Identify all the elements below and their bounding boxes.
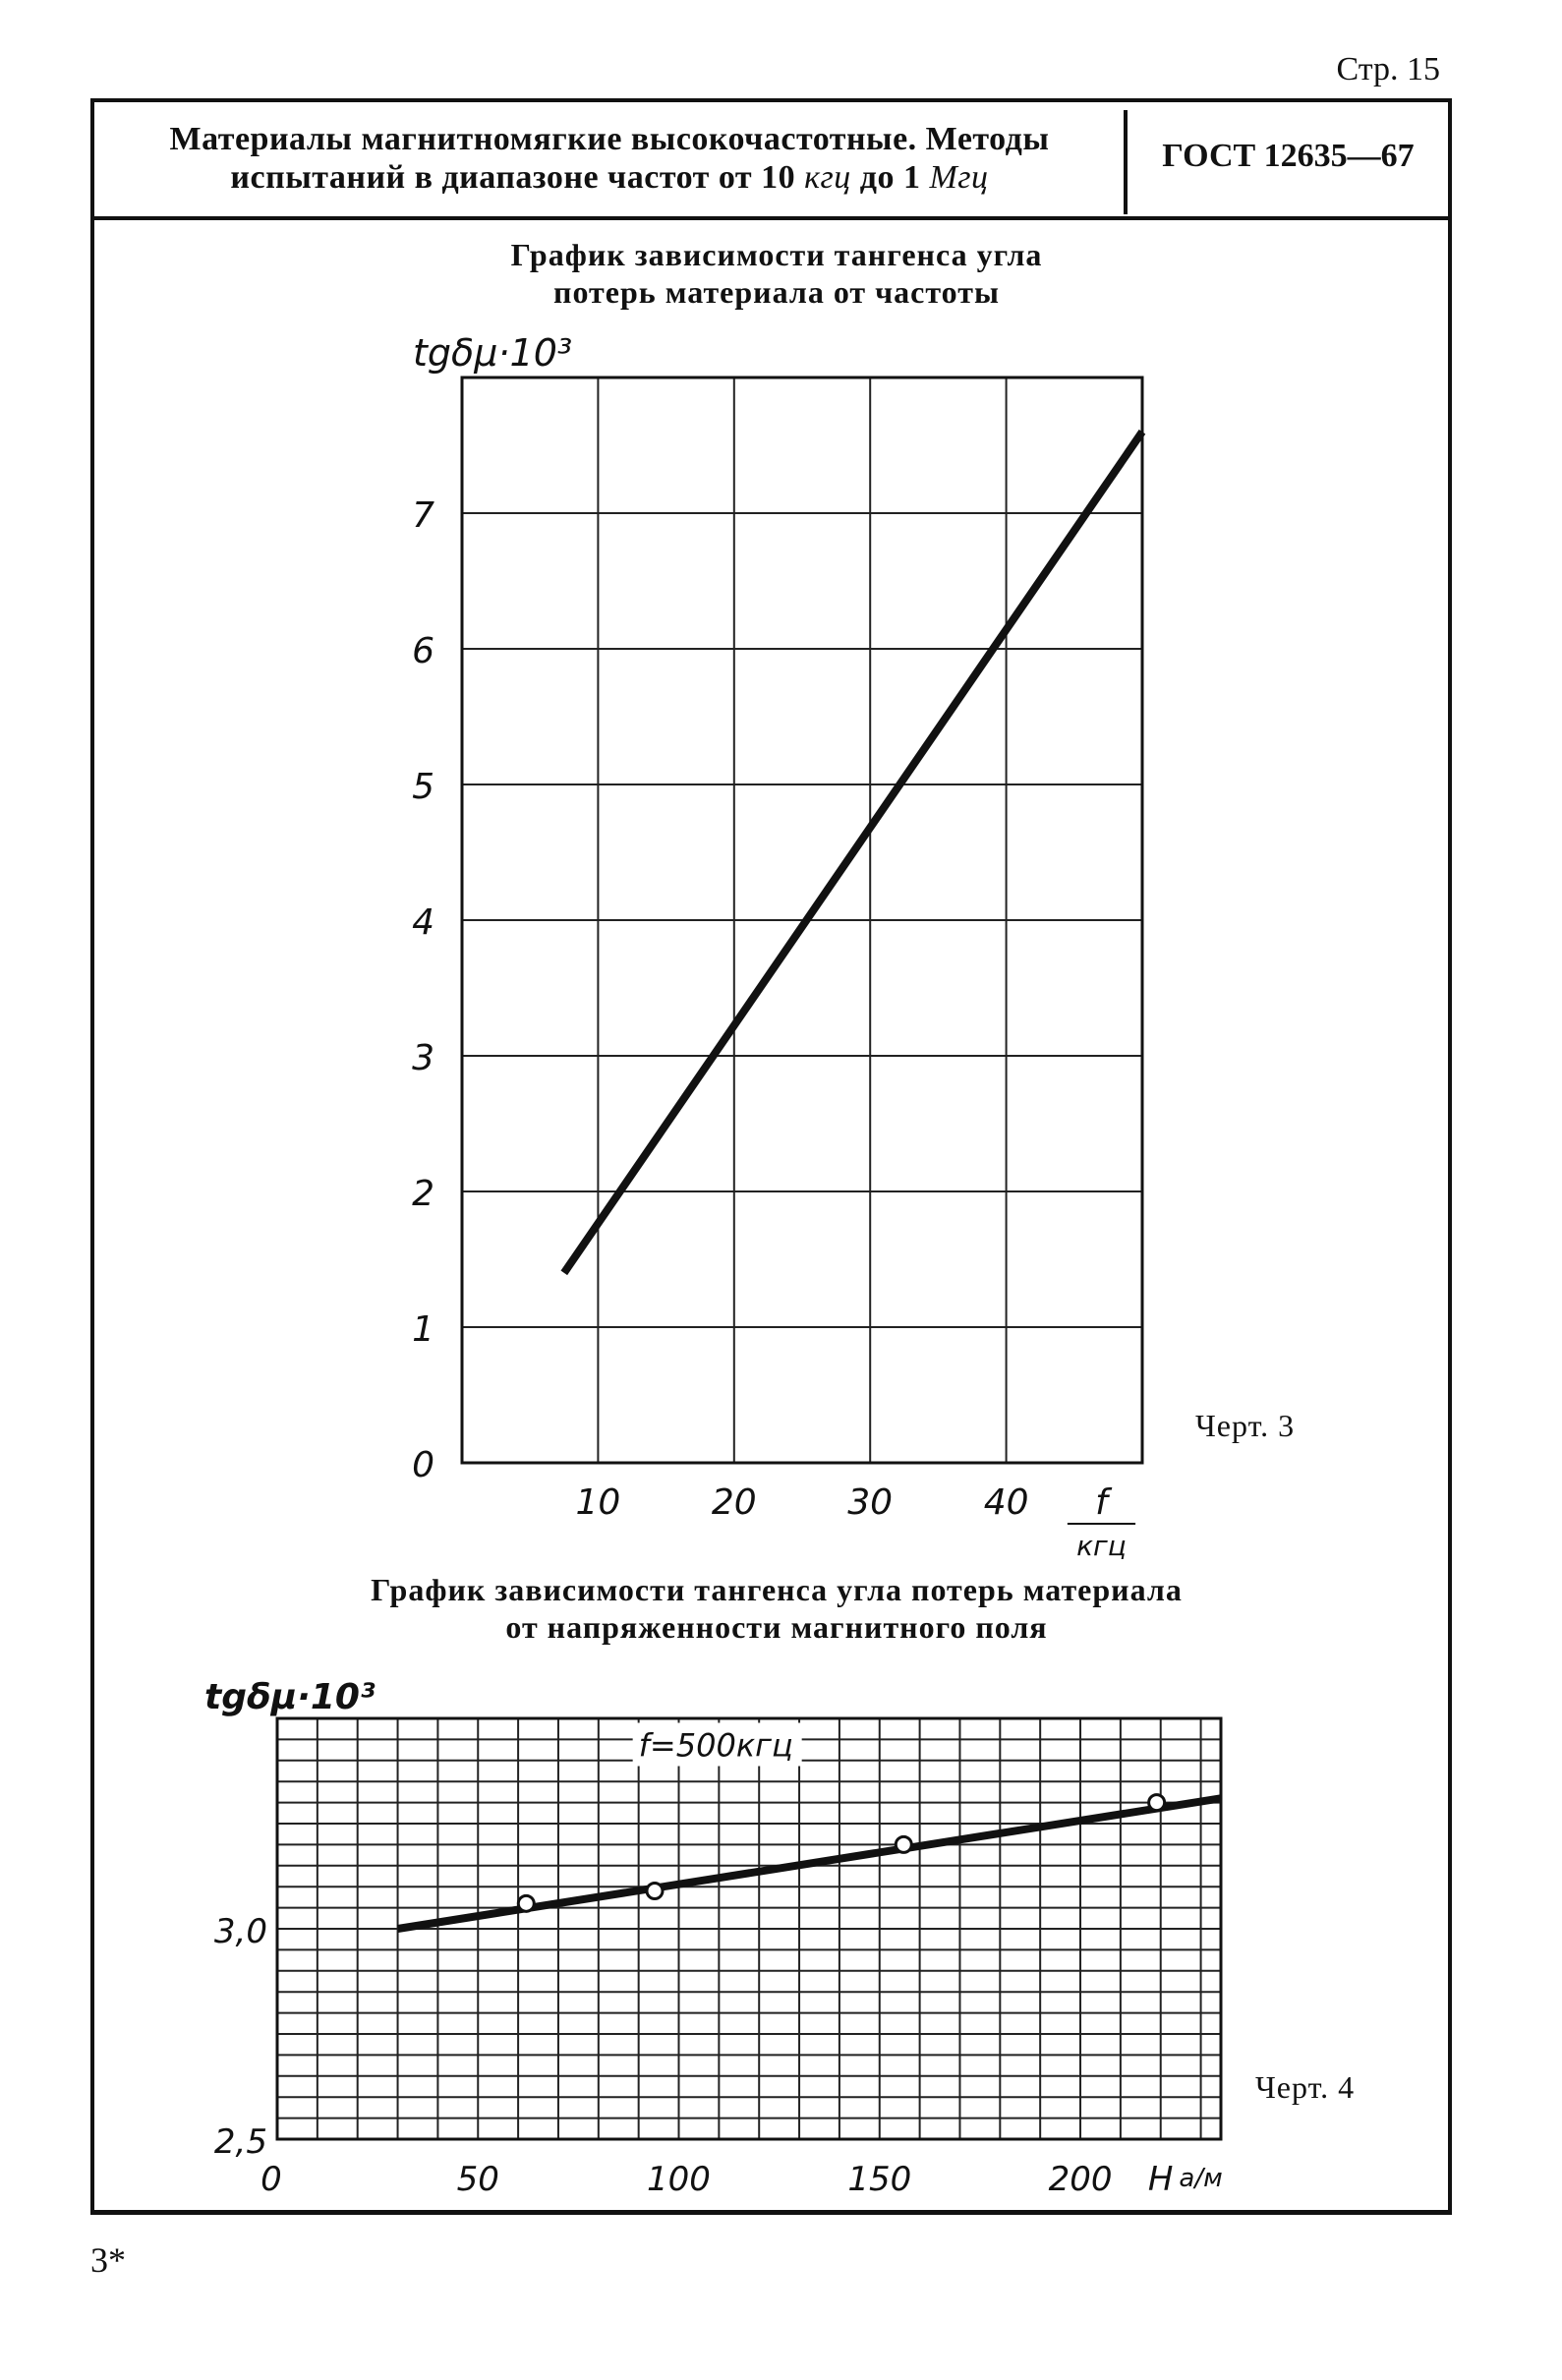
title-line-1: Материалы магнитномягкие высокочастотные. Методы [169,121,1050,157]
x-tick-label: 50 [456,2160,499,2199]
data-point-marker [518,1895,534,1911]
x-tick-label: 10 [575,1482,621,1523]
y-tick-label: 7 [412,495,434,536]
x-axis-label-numerator: f [1095,1482,1108,1523]
x-tick-label: 30 [847,1482,894,1523]
y-tick-label: 2 [412,1174,434,1214]
y-axis-label: tgδμ·10³ [204,1677,376,1717]
data-point-marker [896,1836,911,1852]
y-axis-label: tgδμ·10³ [413,331,573,375]
x-axis-label: H [1147,2160,1174,2199]
figure-4-caption: График зависимости тангенса угла потерь материала от напряженности магнитного поля [371,1572,1183,1645]
x-axis-label-denominator: кгц [1076,1530,1127,1562]
annotation-frequency: f=500кгц [638,1726,793,1765]
figure-4-label: Черт. 4 [1255,2069,1356,2105]
sheet-mark: 3* [90,2240,126,2280]
y-tick-label: 5 [412,767,434,807]
y-tick-label: 4 [412,902,434,943]
x-tick-label: 150 [847,2160,912,2199]
standard-code: ГОСТ 12635—67 [1162,138,1415,174]
title-line-2: испытаний в диапазоне частот от 10 кгц до 1 Мгц [230,159,989,196]
y-tick-label: 1 [412,1309,434,1350]
figure-3-caption: График зависимости тангенса угла потерь материала от частоты [510,237,1043,310]
series-line [564,432,1142,1273]
data-point-marker [647,1883,663,1898]
chart-tangent-vs-frequency [412,331,1142,1562]
page-number: Стр. 15 [1336,51,1440,87]
chart-tangent-vs-field-strength [204,1677,1223,2199]
y-tick-label: 2,5 [213,2122,267,2162]
x-axis-unit: а/м [1179,2164,1223,2193]
x-tick-label: 20 [711,1482,757,1523]
x-tick-label: 0 [260,2160,282,2199]
y-tick-label: 3,0 [213,1912,267,1951]
x-tick-label: 100 [647,2160,711,2199]
x-tick-label: 200 [1048,2160,1113,2199]
data-point-marker [1149,1795,1165,1811]
y-tick-label: 3 [412,1038,434,1078]
y-tick-label: 6 [412,631,434,671]
figure-3-label: Черт. 3 [1195,1408,1296,1443]
x-tick-label: 40 [983,1482,1029,1523]
y-tick-label: 0 [412,1445,434,1485]
